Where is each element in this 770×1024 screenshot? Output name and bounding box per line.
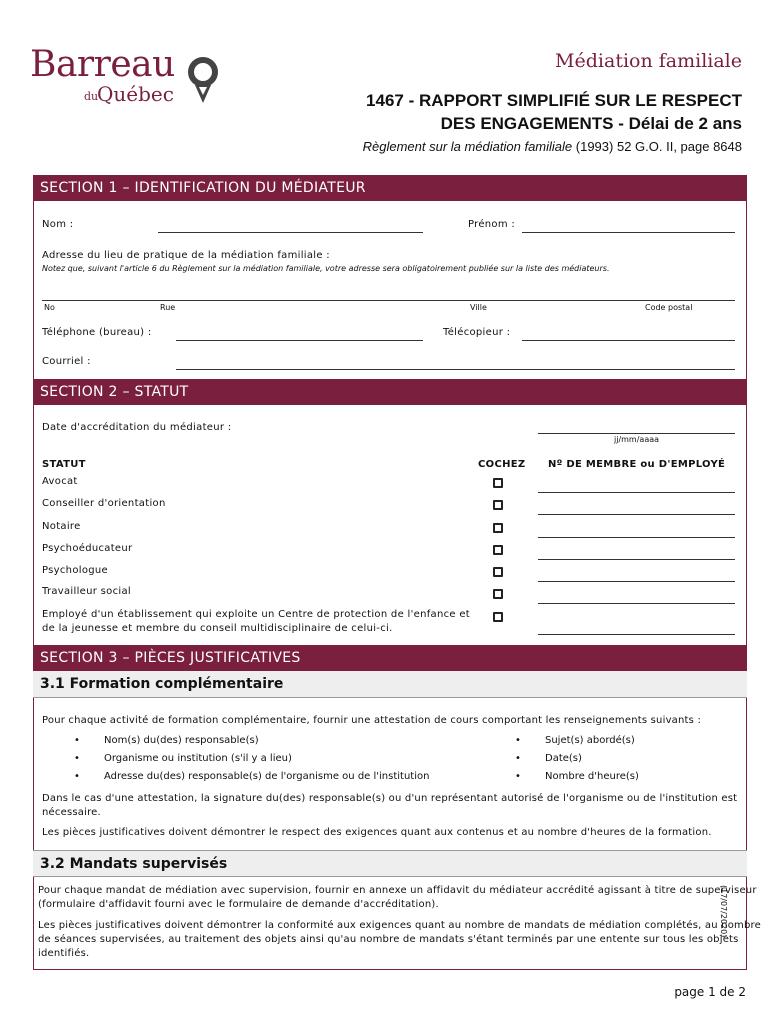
barreau-seal-icon [186,57,220,105]
section1-header: SECTION 1 – IDENTIFICATION DU MÉDIATEUR [33,175,747,201]
courriel-label: Courriel : [42,356,91,367]
addr-rue-label: Rue [160,303,176,312]
checkbox-psychoeducateur[interactable] [493,545,503,555]
date-accreditation-label: Date d'accréditation du médiateur : [42,422,232,433]
checkbox-psychologue[interactable] [493,567,503,577]
regulation-reference [363,139,742,154]
form-title-line2: DES ENGAGEMENTS - Délai de 2 ans [440,114,742,133]
membre-field-avocat[interactable] [538,492,735,493]
form-category: Médiation familiale [555,50,742,72]
nom-field[interactable] [158,232,423,233]
nom-label: Nom : [42,219,74,230]
membre-column-header: Nº DE MEMBRE ou D'EMPLOYÉ [548,459,726,470]
adresse-label: Adresse du lieu de pratique de la médiation familiale : [42,250,330,261]
addr-no-label: No [44,303,55,312]
statut-travailleur-social: Travailleur social [42,586,131,597]
statut-avocat: Avocat [42,476,78,487]
adresse-note: Notez que, suivant l'article 6 du Règlement sur la médiation familiale, votre adresse sera obligatoirement publiée sur la liste des médiateurs. [42,264,610,273]
revision-date: (17/07/2020) [719,885,728,938]
addr-cp-label: Code postal [645,303,693,312]
mandats-requirements-line2: de séances supervisées, au traitement des objets ainsi qu'au nombre de mandats s'étant terminés par une entente sur tous les objets [38,934,739,945]
mandats-intro-line1: Pour chaque mandat de médiation avec supervision, fournir en annexe un affidavit du médiateur accrédité agissant à titre de superviseur [38,885,757,896]
telecopieur-field[interactable] [522,340,735,341]
subsection-3-2-header: 3.2 Mandats supervisés [33,850,747,877]
prenom-field[interactable] [522,232,735,233]
checkbox-notaire[interactable] [493,523,503,533]
statut-conseiller: Conseiller d'orientation [42,498,166,509]
membre-field-travailleur-social[interactable] [538,603,735,604]
regulation-citation: (1993) 52 G.O. II, page 8648 [572,139,742,154]
attestation-note-line2: nécessaire. [42,807,101,818]
subsection-3-1-header: 3.1 Formation complémentaire [33,671,747,698]
checkbox-travailleur-social[interactable] [493,589,503,599]
section3-header: SECTION 3 – PIÈCES JUSTIFICATIVES [33,645,747,671]
statut-column-header: STATUT [42,459,86,470]
cochez-column-header: COCHEZ [478,459,526,470]
membre-field-psychoeducateur[interactable] [538,559,735,560]
membre-field-psychologue[interactable] [538,581,735,582]
statut-employe-line2: de la jeunesse et membre du conseil multidisciplinaire de celui-ci. [42,623,393,634]
logo-barreau: Barreau [30,44,175,85]
bullet-left-3: • Adresse du(des) responsable(s) de l'organisme ou de l'institution [104,771,429,782]
membre-field-conseiller[interactable] [538,514,735,515]
courriel-field[interactable] [176,369,735,370]
bullet-left-1: • Nom(s) du(des) responsable(s) [104,735,259,746]
bullet-right-1: • Sujet(s) abordé(s) [545,735,635,746]
membre-field-notaire[interactable] [538,537,735,538]
page-number: page 1 de 2 [674,985,746,999]
attestation-note-line1: Dans le cas d'une attestation, la signature du(des) responsable(s) ou d'un représentant autorisé de l'organisme ou de l'institution est [42,793,738,804]
telephone-label: Téléphone (bureau) : [42,327,152,338]
form-title-line1: 1467 - RAPPORT SIMPLIFIÉ SUR LE RESPECT [366,91,742,110]
logo-quebec: Québec [97,82,174,106]
bullet-right-2: • Date(s) [545,753,582,764]
formation-requirements: Les pièces justificatives doivent démontrer le respect des exigences quant aux contenus et au nombre d'heures de la formation. [42,827,712,838]
bullet-left-2: • Organisme ou institution (s'il y a lieu) [104,753,292,764]
logo-du: du [84,90,99,103]
telecopieur-label: Télécopieur : [443,327,511,338]
mandats-intro-line2: (formulaire d'affidavit fourni avec le formulaire de demande d'accréditation). [38,899,439,910]
bullet-right-3: • Nombre d'heure(s) [545,771,639,782]
statut-psychologue: Psychologue [42,565,108,576]
date-format-hint: jj/mm/aaaa [614,435,660,444]
date-accreditation-field[interactable] [538,433,735,434]
statut-psychoeducateur: Psychoéducateur [42,543,133,554]
regulation-name: Règlement sur la médiation familiale [362,139,573,154]
telephone-field[interactable] [176,340,423,341]
checkbox-avocat[interactable] [493,478,503,488]
membre-field-employe[interactable] [538,634,735,635]
mandats-requirements-line3: identifiés. [38,948,90,959]
addr-ville-label: Ville [470,303,487,312]
adresse-field[interactable] [42,300,735,301]
formation-intro: Pour chaque activité de formation complémentaire, fournir une attestation de cours comportant les renseignements suivants : [42,715,702,726]
prenom-label: Prénom : [468,219,516,230]
statut-employe-line1: Employé d'un établissement qui exploite un Centre de protection de l'enfance et [42,609,471,620]
statut-notaire: Notaire [42,521,81,532]
checkbox-employe[interactable] [493,612,503,622]
section2-header: SECTION 2 – STATUT [33,379,747,405]
checkbox-conseiller[interactable] [493,500,503,510]
mandats-requirements-line1: Les pièces justificatives doivent démontrer la conformité aux exigences quant au nombre de mandats de médiation complétés, au nombre [38,920,761,931]
